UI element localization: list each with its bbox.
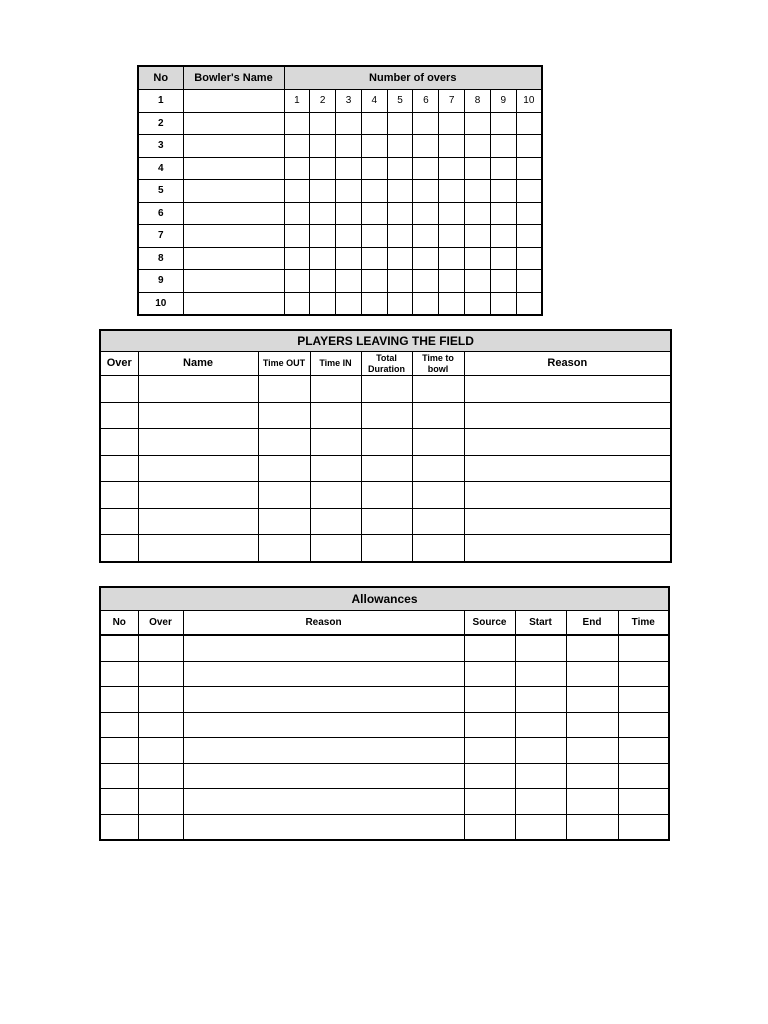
bowler-no-cell: 9 — [138, 270, 183, 293]
total-duration-cell[interactable] — [361, 429, 412, 456]
time-cell[interactable] — [618, 687, 669, 713]
reason-cell[interactable] — [464, 429, 671, 456]
time-in-cell[interactable] — [310, 455, 361, 482]
players-total-duration-header: Total Duration — [361, 352, 412, 376]
bowler-no-cell: 10 — [138, 292, 183, 315]
over-cell[interactable] — [310, 135, 336, 158]
allowances-no-header: No — [100, 611, 138, 636]
over-cell[interactable] — [413, 292, 439, 315]
over-cell[interactable] — [413, 247, 439, 270]
over-cell[interactable] — [439, 247, 465, 270]
allowances-row — [100, 661, 669, 687]
over-cell[interactable] — [516, 202, 542, 225]
over-cell[interactable] — [465, 202, 491, 225]
allowances-header-row — [100, 611, 669, 636]
time-to-bowl-cell[interactable] — [412, 402, 464, 429]
end-cell[interactable] — [566, 738, 618, 764]
time-in-cell[interactable] — [310, 535, 361, 562]
time-to-bowl-cell[interactable] — [412, 508, 464, 535]
no-cell[interactable] — [100, 738, 138, 764]
over-cell[interactable] — [387, 292, 413, 315]
over-cell[interactable] — [310, 292, 336, 315]
start-cell[interactable] — [515, 712, 566, 738]
time-to-bowl-cell[interactable] — [412, 455, 464, 482]
over-cell[interactable] — [310, 247, 336, 270]
bowler-name-cell[interactable] — [183, 112, 284, 135]
reason-cell[interactable] — [464, 535, 671, 562]
bowlers-name-header: Bowler's Name — [183, 66, 284, 90]
over-cell[interactable] — [439, 180, 465, 203]
over-cell[interactable] — [516, 135, 542, 158]
players-time-in-header: Time IN — [310, 352, 361, 376]
source-cell[interactable] — [464, 763, 515, 789]
over-cell[interactable] — [413, 157, 439, 180]
allowances-start-header: Start — [515, 611, 566, 636]
allowances-table — [99, 586, 670, 841]
over-cell[interactable] — [361, 225, 387, 248]
bowler-no-cell: 7 — [138, 225, 183, 248]
source-cell[interactable] — [464, 635, 515, 661]
reason-cell[interactable] — [183, 687, 464, 713]
over-cell[interactable] — [336, 270, 362, 293]
over-cell[interactable] — [465, 270, 491, 293]
bowler-name-cell[interactable] — [183, 157, 284, 180]
over-cell[interactable] — [284, 247, 310, 270]
over-cell[interactable] — [310, 112, 336, 135]
allowances-row — [100, 789, 669, 815]
source-cell[interactable] — [464, 814, 515, 840]
reason-cell[interactable] — [464, 376, 671, 403]
end-cell[interactable] — [566, 635, 618, 661]
over-cell[interactable] — [361, 270, 387, 293]
allowances-row — [100, 814, 669, 840]
over-cell[interactable] — [516, 157, 542, 180]
over-cell[interactable] — [138, 635, 183, 661]
bowler-name-cell[interactable] — [183, 247, 284, 270]
over-cell[interactable] — [361, 112, 387, 135]
time-out-cell[interactable] — [258, 376, 310, 403]
over-cell[interactable] — [439, 270, 465, 293]
bowlers-overs-header: Number of overs — [284, 66, 542, 90]
end-cell[interactable] — [566, 712, 618, 738]
over-cell[interactable] — [387, 112, 413, 135]
bowler-no-cell: 2 — [138, 112, 183, 135]
over-cell[interactable] — [439, 292, 465, 315]
over-number-cell: 2 — [310, 90, 336, 113]
over-cell[interactable] — [465, 135, 491, 158]
over-cell[interactable] — [465, 292, 491, 315]
allowances-title: Allowances — [100, 587, 669, 611]
bowler-row — [138, 180, 542, 203]
bowlers-table — [137, 65, 543, 316]
over-cell[interactable] — [413, 202, 439, 225]
over-cell[interactable] — [100, 376, 138, 403]
time-in-cell[interactable] — [310, 402, 361, 429]
over-cell[interactable] — [465, 247, 491, 270]
allowances-over-header: Over — [138, 611, 183, 636]
over-cell[interactable] — [490, 157, 516, 180]
over-cell[interactable] — [387, 180, 413, 203]
time-out-cell[interactable] — [258, 482, 310, 509]
time-out-cell[interactable] — [258, 535, 310, 562]
over-cell[interactable] — [284, 292, 310, 315]
reason-cell[interactable] — [464, 455, 671, 482]
reason-cell[interactable] — [183, 763, 464, 789]
over-cell[interactable] — [284, 157, 310, 180]
allowances-row — [100, 738, 669, 764]
over-cell[interactable] — [336, 292, 362, 315]
over-cell[interactable] — [310, 225, 336, 248]
over-cell[interactable] — [138, 661, 183, 687]
time-out-cell[interactable] — [258, 455, 310, 482]
over-cell[interactable] — [387, 225, 413, 248]
over-cell[interactable] — [336, 180, 362, 203]
bowler-name-cell[interactable] — [183, 225, 284, 248]
time-in-cell[interactable] — [310, 508, 361, 535]
over-number-cell: 10 — [516, 90, 542, 113]
over-cell[interactable] — [138, 789, 183, 815]
over-cell[interactable] — [413, 225, 439, 248]
over-cell[interactable] — [100, 482, 138, 509]
over-cell[interactable] — [310, 157, 336, 180]
no-cell[interactable] — [100, 687, 138, 713]
over-cell[interactable] — [100, 535, 138, 562]
over-cell[interactable] — [361, 157, 387, 180]
bowler-row — [138, 135, 542, 158]
over-cell[interactable] — [138, 763, 183, 789]
reason-cell[interactable] — [464, 402, 671, 429]
over-cell[interactable] — [465, 157, 491, 180]
over-cell[interactable] — [361, 135, 387, 158]
over-cell[interactable] — [516, 292, 542, 315]
over-cell[interactable] — [138, 687, 183, 713]
bowler-name-cell[interactable] — [183, 292, 284, 315]
over-cell[interactable] — [310, 270, 336, 293]
over-cell[interactable] — [361, 180, 387, 203]
over-cell[interactable] — [490, 292, 516, 315]
name-cell[interactable] — [138, 482, 258, 509]
start-cell[interactable] — [515, 661, 566, 687]
over-cell[interactable] — [413, 270, 439, 293]
over-cell[interactable] — [138, 712, 183, 738]
bowler-no-cell: 4 — [138, 157, 183, 180]
bowler-row — [138, 225, 542, 248]
end-cell[interactable] — [566, 763, 618, 789]
over-cell[interactable] — [465, 225, 491, 248]
over-cell[interactable] — [361, 292, 387, 315]
bowler-row — [138, 112, 542, 135]
over-cell[interactable] — [387, 247, 413, 270]
over-cell[interactable] — [516, 180, 542, 203]
time-out-cell[interactable] — [258, 429, 310, 456]
bowler-row — [138, 90, 542, 113]
over-cell[interactable] — [284, 180, 310, 203]
over-number-cell: 9 — [490, 90, 516, 113]
players-row — [100, 376, 671, 403]
bowlers-no-header: No — [138, 66, 183, 90]
source-cell[interactable] — [464, 712, 515, 738]
end-cell[interactable] — [566, 814, 618, 840]
reason-cell[interactable] — [183, 814, 464, 840]
allowances-end-header: End — [566, 611, 618, 636]
over-cell[interactable] — [490, 270, 516, 293]
time-cell[interactable] — [618, 661, 669, 687]
time-cell[interactable] — [618, 763, 669, 789]
over-cell[interactable] — [490, 135, 516, 158]
over-cell[interactable] — [490, 202, 516, 225]
bowler-no-cell: 6 — [138, 202, 183, 225]
allowances-time-header: Time — [618, 611, 669, 636]
bowler-row — [138, 202, 542, 225]
over-cell[interactable] — [413, 135, 439, 158]
bowler-name-cell[interactable] — [183, 180, 284, 203]
over-cell[interactable] — [387, 135, 413, 158]
over-cell[interactable] — [387, 157, 413, 180]
start-cell[interactable] — [515, 738, 566, 764]
time-cell[interactable] — [618, 712, 669, 738]
over-cell[interactable] — [439, 112, 465, 135]
over-cell[interactable] — [516, 247, 542, 270]
no-cell[interactable] — [100, 712, 138, 738]
no-cell[interactable] — [100, 814, 138, 840]
players-reason-header: Reason — [464, 352, 671, 376]
over-cell[interactable] — [138, 814, 183, 840]
allowances-row — [100, 687, 669, 713]
over-cell[interactable] — [439, 202, 465, 225]
reason-cell[interactable] — [464, 508, 671, 535]
time-in-cell[interactable] — [310, 482, 361, 509]
over-cell[interactable] — [284, 202, 310, 225]
over-cell[interactable] — [439, 157, 465, 180]
players-header-row — [100, 352, 671, 376]
allowances-title-row — [100, 587, 669, 611]
time-to-bowl-cell[interactable] — [412, 482, 464, 509]
name-cell[interactable] — [138, 455, 258, 482]
name-cell[interactable] — [138, 429, 258, 456]
over-number-cell: 7 — [439, 90, 465, 113]
bowler-no-cell: 8 — [138, 247, 183, 270]
bowlers-header-row — [138, 66, 542, 90]
end-cell[interactable] — [566, 789, 618, 815]
time-to-bowl-cell[interactable] — [412, 376, 464, 403]
over-cell[interactable] — [336, 157, 362, 180]
allowances-row — [100, 763, 669, 789]
allowances-source-header: Source — [464, 611, 515, 636]
over-cell[interactable] — [100, 508, 138, 535]
time-out-cell[interactable] — [258, 402, 310, 429]
over-cell[interactable] — [310, 180, 336, 203]
over-cell[interactable] — [100, 402, 138, 429]
over-cell[interactable] — [284, 270, 310, 293]
players-row — [100, 482, 671, 509]
over-cell[interactable] — [336, 112, 362, 135]
bowler-row — [138, 292, 542, 315]
name-cell[interactable] — [138, 535, 258, 562]
over-cell[interactable] — [439, 225, 465, 248]
total-duration-cell[interactable] — [361, 535, 412, 562]
allowances-reason-header: Reason — [183, 611, 464, 636]
reason-cell[interactable] — [183, 712, 464, 738]
over-cell[interactable] — [413, 112, 439, 135]
over-cell[interactable] — [516, 270, 542, 293]
source-cell[interactable] — [464, 738, 515, 764]
name-cell[interactable] — [138, 376, 258, 403]
reason-cell[interactable] — [183, 789, 464, 815]
bowler-no-cell: 1 — [138, 90, 183, 113]
players-title: PLAYERS LEAVING THE FIELD — [100, 330, 671, 352]
no-cell[interactable] — [100, 763, 138, 789]
over-number-cell: 5 — [387, 90, 413, 113]
reason-cell[interactable] — [183, 635, 464, 661]
players-name-header: Name — [138, 352, 258, 376]
time-in-cell[interactable] — [310, 376, 361, 403]
over-cell[interactable] — [336, 135, 362, 158]
start-cell[interactable] — [515, 789, 566, 815]
time-to-bowl-cell[interactable] — [412, 429, 464, 456]
name-cell[interactable] — [138, 508, 258, 535]
over-cell[interactable] — [465, 180, 491, 203]
total-duration-cell[interactable] — [361, 482, 412, 509]
start-cell[interactable] — [515, 763, 566, 789]
over-cell[interactable] — [490, 225, 516, 248]
over-cell[interactable] — [439, 135, 465, 158]
over-cell[interactable] — [138, 738, 183, 764]
over-cell[interactable] — [387, 202, 413, 225]
total-duration-cell[interactable] — [361, 455, 412, 482]
end-cell[interactable] — [566, 661, 618, 687]
bowler-row — [138, 247, 542, 270]
over-number-cell: 1 — [284, 90, 310, 113]
time-to-bowl-cell[interactable] — [412, 535, 464, 562]
over-cell[interactable] — [413, 180, 439, 203]
over-cell[interactable] — [284, 112, 310, 135]
source-cell[interactable] — [464, 687, 515, 713]
over-number-cell: 3 — [336, 90, 362, 113]
over-cell[interactable] — [490, 112, 516, 135]
total-duration-cell[interactable] — [361, 376, 412, 403]
bowler-row — [138, 157, 542, 180]
players-row — [100, 508, 671, 535]
players-row — [100, 402, 671, 429]
total-duration-cell[interactable] — [361, 402, 412, 429]
no-cell[interactable] — [100, 789, 138, 815]
players-row — [100, 535, 671, 562]
over-number-cell: 6 — [413, 90, 439, 113]
over-cell[interactable] — [284, 225, 310, 248]
players-row — [100, 429, 671, 456]
bowler-name-cell[interactable] — [183, 90, 284, 113]
bowler-name-cell[interactable] — [183, 270, 284, 293]
over-cell[interactable] — [336, 247, 362, 270]
players-time-to-bowl-header: Time to bowl — [412, 352, 464, 376]
over-cell[interactable] — [310, 202, 336, 225]
over-cell[interactable] — [490, 247, 516, 270]
over-cell[interactable] — [100, 429, 138, 456]
over-cell[interactable] — [490, 180, 516, 203]
total-duration-cell[interactable] — [361, 508, 412, 535]
name-cell[interactable] — [138, 402, 258, 429]
source-cell[interactable] — [464, 661, 515, 687]
no-cell[interactable] — [100, 661, 138, 687]
reason-cell[interactable] — [183, 738, 464, 764]
bowler-row — [138, 270, 542, 293]
over-cell[interactable] — [465, 112, 491, 135]
over-cell[interactable] — [516, 225, 542, 248]
bowler-no-cell: 5 — [138, 180, 183, 203]
start-cell[interactable] — [515, 814, 566, 840]
over-cell[interactable] — [516, 112, 542, 135]
time-cell[interactable] — [618, 789, 669, 815]
source-cell[interactable] — [464, 789, 515, 815]
over-cell[interactable] — [336, 202, 362, 225]
allowances-row — [100, 712, 669, 738]
over-number-cell: 8 — [465, 90, 491, 113]
start-cell[interactable] — [515, 687, 566, 713]
over-number-cell: 4 — [361, 90, 387, 113]
bowler-name-cell[interactable] — [183, 202, 284, 225]
over-cell[interactable] — [100, 455, 138, 482]
time-cell[interactable] — [618, 738, 669, 764]
players-leaving-table — [99, 329, 672, 563]
players-over-header: Over — [100, 352, 138, 376]
start-cell[interactable] — [515, 635, 566, 661]
end-cell[interactable] — [566, 687, 618, 713]
over-cell[interactable] — [284, 135, 310, 158]
over-cell[interactable] — [361, 202, 387, 225]
allowances-row — [100, 635, 669, 661]
players-time-out-header: Time OUT — [258, 352, 310, 376]
time-in-cell[interactable] — [310, 429, 361, 456]
players-title-row — [100, 330, 671, 352]
reason-cell[interactable] — [183, 661, 464, 687]
time-cell[interactable] — [618, 635, 669, 661]
over-cell[interactable] — [336, 225, 362, 248]
no-cell[interactable] — [100, 635, 138, 661]
time-cell[interactable] — [618, 814, 669, 840]
bowler-no-cell: 3 — [138, 135, 183, 158]
players-row — [100, 455, 671, 482]
time-out-cell[interactable] — [258, 508, 310, 535]
reason-cell[interactable] — [464, 482, 671, 509]
over-cell[interactable] — [387, 270, 413, 293]
bowler-name-cell[interactable] — [183, 135, 284, 158]
over-cell[interactable] — [361, 247, 387, 270]
